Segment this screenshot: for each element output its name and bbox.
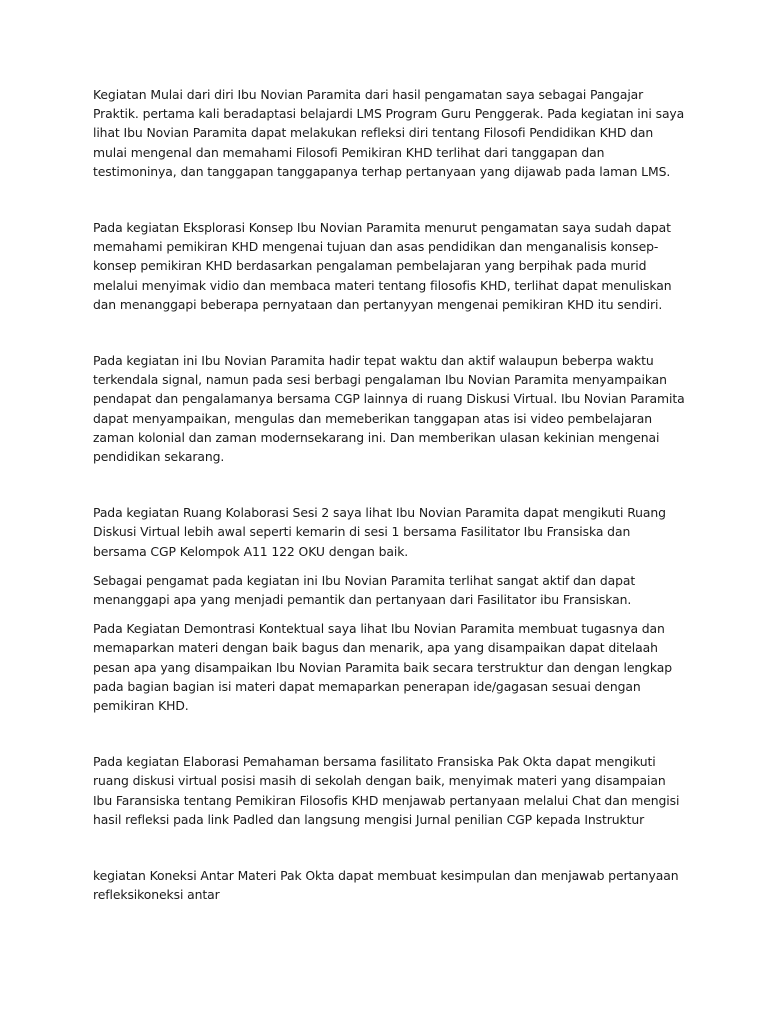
paragraph-mulai-dari-diri: Kegiatan Mulai dari diri Ibu Novian Paramita dari hasil pengamatan saya sebagai Pangajar Praktik. pertama kali beradaptasi belajardi LMS Program Guru Penggerak. Pada kegiatan ini saya lihat Ibu Novian Paramita dapat melakukan refleksi diri tentang Filosofi Pendidikan KHD dan mulai mengenal dan memahami Filosofi Pemikiran KHD terlihat dari tanggapan dan testimoninya, dan tanggapan tanggapanya terhap pertanyaan yang dijawab pada laman LMS. [93, 87, 685, 179]
paragraph-ruang-diskusi: Pada kegiatan ini Ibu Novian Paramita hadir tepat waktu dan aktif walaupun beberpa waktu terkendala signal, namun pada sesi berbagi pengalaman Ibu Novian Paramita menyampaikan pendapat dan pengalamanya bersama CGP lainnya di ruang Diskusi Virtual. Ibu Novian Paramita dapat menyampaikan, mengulas dan memeberikan tanggapan atas isi video pembelajaran zaman kolonial dan zaman modernsekarang ini. Dan memberikan ulasan kekinian mengenai pendidikan sekarang. [93, 353, 685, 465]
paragraph-demonstrasi-kontekstual: Pada Kegiatan Demontrasi Kontektual saya lihat Ibu Novian Paramita membuat tugasnya dan memaparkan materi dengan baik bagus dan menarik, apa yang disampaikan dapat ditelaah pesan apa yang disampaikan Ibu Novian Paramita baik secara terstruktur dan dengan lengkap pada bagian bagian isi materi dapat memaparkan penerapan ide/gagasan sesuai dengan pemikiran KHD. [93, 621, 673, 714]
paragraph-ruang-kolaborasi: Pada kegiatan Ruang Kolaborasi Sesi 2 saya lihat Ibu Novian Paramita dapat mengikuti Ruang Diskusi Virtual lebih awal seperti kemarin di sesi 1 bersama Fasilitator Ibu Fransiska dan bersama CGP Kelompok A11 122 OKU dengan baik. [93, 505, 666, 559]
document-body [93, 85, 685, 905]
paragraph-koneksi-antar-materi: kegiatan Koneksi Antar Materi Pak Okta dapat membuat kesimpulan dan menjawab pertanyaan refleksikoneksi antar [93, 868, 679, 903]
paragraph-eksplorasi-konsep: Pada kegiatan Eksplorasi Konsep Ibu Novian Paramita menurut pengamatan saya sudah dapat memahami pemikiran KHD mengenai tujuan dan asas pendidikan dan menganalisis konsep-konsep pemikiran KHD berdasarkan pengalaman pembelajaran yang berpihak pada murid melalui menyimak vidio dan membaca materi tentang filosofis KHD, terlihat dapat menuliskan dan menanggapi beberapa pernyataan dan pertanyyan mengenai pemikiran KHD itu sendiri. [93, 220, 672, 312]
paragraph-pengamat: Sebagai pengamat pada kegiatan ini Ibu Novian Paramita terlihat sangat aktif dan dapat menanggapi apa yang menjadi pemantik dan pertanyaan dari Fasilitator ibu Fransiskan. [93, 572, 636, 608]
paragraph-elaborasi-pemahaman: Pada kegiatan Elaborasi Pemahaman bersama fasilitato Fransiska Pak Okta dapat mengikuti ruang diskusi virtual posisi masih di sekolah dengan baik, menyimak materi yang disampaian Ibu Faransiska tentang Pemikiran Filosofis KHD menjawab pertanyaan melalui Chat dan mengisi hasil refleksi pada link Padled dan langsung mengisi Jurnal penilian CGP kepada Instruktur [93, 754, 680, 827]
